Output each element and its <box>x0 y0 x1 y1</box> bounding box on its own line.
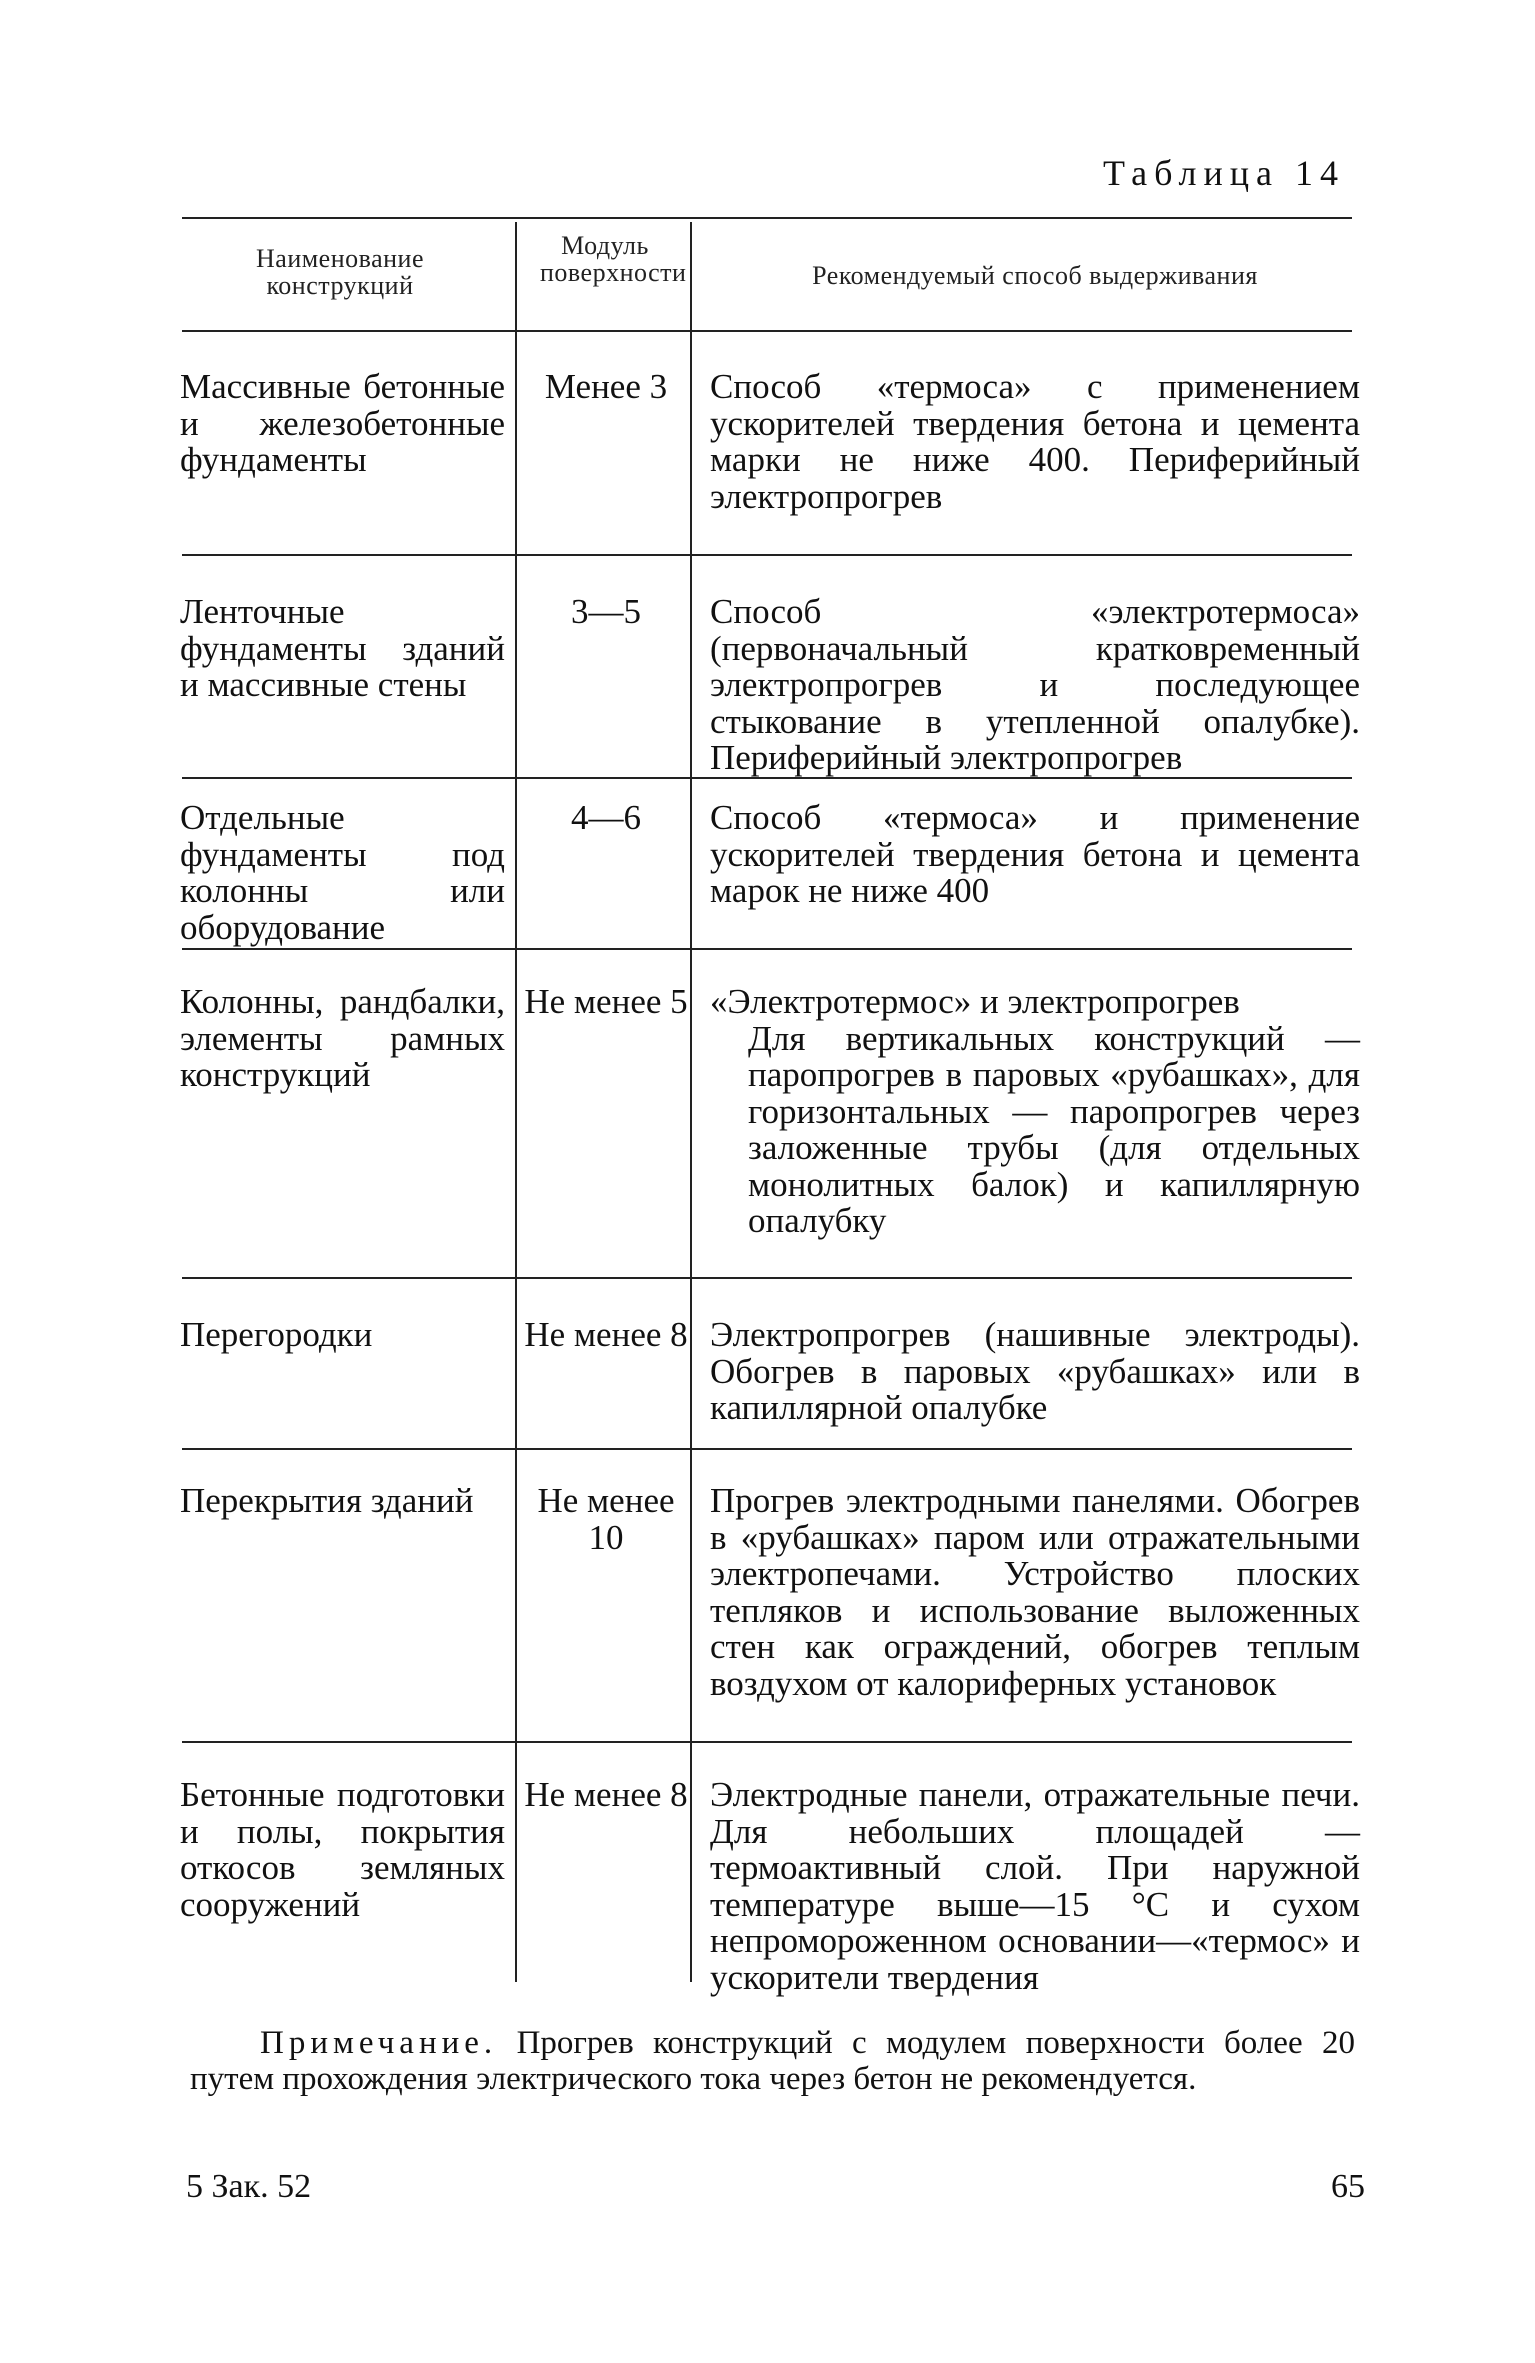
table-row-name: Перекрытия зданий <box>180 1481 474 1520</box>
table-row-modulus: Не менее 8 <box>524 1775 688 1814</box>
table-row-method: Электродные панели, отражательные печи. Для небольших площадей — термоактивный слой. При наружной температуре выше—15 °С и сухом непромороженном основании—«термос» и ускорители твердения <box>710 1775 1360 1997</box>
header-method: Рекомендуемый способ выдерживания <box>812 261 1258 290</box>
table-caption: Таблица 14 <box>1103 153 1345 193</box>
table-row-modulus: Менее 3 <box>544 367 668 406</box>
table-row-name: Колонны, рандбалки, элементы рамных конструкций <box>180 982 505 1094</box>
table-row-method: Прогрев электродными панелями. Обогрев в «рубашках» паром или отражательными электропечами. Устройство плоских тепляков и использование выложенных стен как ограждений, обогрев теплым воздухом от калориферных установок <box>710 1481 1360 1703</box>
table-row-name: Отдельные фундаменты под колонны или оборудование <box>180 798 505 947</box>
row-divider <box>182 948 1352 950</box>
header-bottom-rule <box>182 330 1352 332</box>
table-row-method: Способ «термоса» с применением ускорителей твердения бетона и цемента марки не ниже 400. Периферийный электропрогрев <box>710 367 1360 516</box>
table-row-method-continued: Для вертикальных конструкций — паропрогрев в паровых «рубашках», для горизонтальных — паропрогрев через заложенные трубы (для отдельных монолитных балок) и капиллярную опалубку <box>748 1018 1360 1240</box>
table-row-name: Ленточные фундаменты зданий и массивные стены <box>180 592 505 704</box>
table-row-modulus: 3—5 <box>571 592 641 631</box>
row-divider <box>182 1741 1352 1743</box>
table-row-modulus: Не менее 10 <box>537 1481 675 1557</box>
table-row-modulus: Не менее 8 <box>524 1315 688 1354</box>
print-order-mark: 5 Зак. 52 <box>186 2168 312 2205</box>
table-row-method: Электропрогрев (нашивные электроды). Обогрев в паровых «рубашках» или в капиллярной опалубке <box>710 1315 1360 1427</box>
column-divider <box>690 222 692 1982</box>
column-divider <box>515 222 517 1982</box>
row-divider <box>182 1277 1352 1279</box>
table-row-method: Способ «электротермоса» (первоначальный кратковременный электропрогрев и последующее стыкование в утепленной опалубке). Периферийный электропрогрев <box>710 592 1360 777</box>
table-row-name: Перегородки <box>180 1315 373 1354</box>
header-modulus: Модуль поверхности <box>540 231 687 287</box>
table-row-method-group <box>710 984 1360 1240</box>
page-number: 65 <box>1331 2168 1365 2205</box>
header-name: Наименование конструкций <box>256 244 424 300</box>
table-row-name: Бетонные подготовки и полы, покрытия откосов земляных сооружений <box>180 1775 505 1924</box>
note-text: Прогрев конструкций с модулем поверхности более 20 путем прохождения электрического тока через бетон не рекомендуется. <box>190 2025 1355 2097</box>
table-row-modulus: 4—6 <box>571 798 641 837</box>
table-top-rule <box>182 217 1352 219</box>
row-divider <box>182 1448 1352 1450</box>
row-divider <box>182 777 1352 779</box>
row-divider <box>182 554 1352 556</box>
table-row-method: «Электротермос» и электропрогрев <box>710 982 1240 1021</box>
table-row-name: Массивные бетонные и железобетонные фундаменты <box>180 367 505 479</box>
table-note <box>190 2025 1355 2097</box>
note-label: Примечание. <box>260 2025 498 2061</box>
table-row-method: Способ «термоса» и применение ускорителей твердения бетона и цемента марок не ниже 400 <box>710 798 1360 910</box>
table-row-modulus: Не менее 5 <box>524 982 688 1021</box>
